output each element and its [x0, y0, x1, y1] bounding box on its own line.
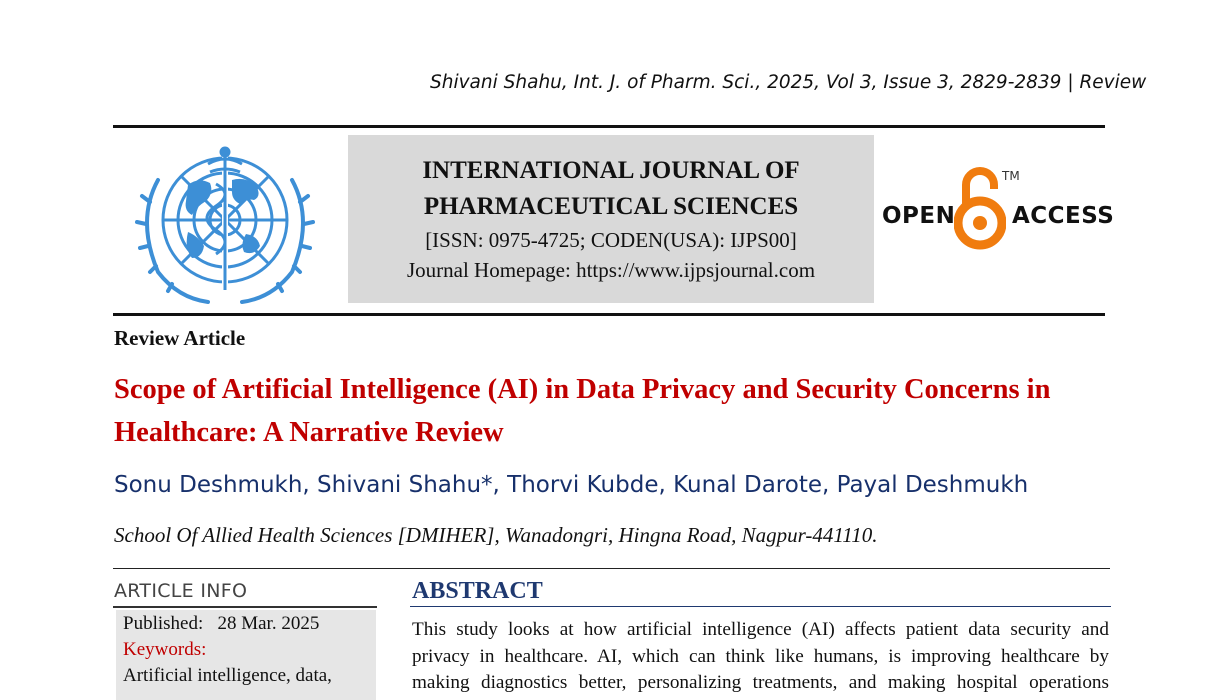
- open-lock-icon: [954, 165, 1006, 251]
- header-top-rule: [113, 125, 1105, 128]
- journal-name-line2: PHARMACEUTICAL SCIENCES: [423, 193, 799, 220]
- published-row: [123, 613, 319, 635]
- abstract-body: [412, 617, 1109, 697]
- open-access-access-text: ACCESS: [1012, 203, 1115, 229]
- article-type: Review Article: [114, 326, 246, 350]
- article-info-heading: ARTICLE INFO: [114, 580, 248, 602]
- journal-name-line1: INTERNATIONAL JOURNAL OF: [422, 157, 800, 184]
- article-title: Scope of Artificial Intelligence (AI) in Data Privacy and Security Concerns in Healthcare: A Narrative Review: [114, 374, 1051, 448]
- journal-homepage[interactable]: Journal Homepage: https://www.ijpsjournal.com: [406, 258, 816, 282]
- abstract-line: making diagnostics better, personalizing treatments, and making hospital operations: [412, 672, 1109, 694]
- header-bottom-rule: [113, 313, 1105, 316]
- abstract-rule: [410, 606, 1111, 607]
- journal-logo: [128, 140, 323, 305]
- running-header: Shivani Shahu, Int. J. of Pharm. Sci., 2025, Vol 3, Issue 3, 2829-2839 | Review: [430, 72, 1147, 93]
- keywords-label: Keywords:: [123, 639, 207, 660]
- open-access-logo: [880, 165, 1115, 255]
- section-divider: [113, 568, 1110, 569]
- published-date: 28 Mar. 2025: [217, 613, 320, 634]
- article-info-rule: [113, 606, 377, 608]
- affiliation: School Of Allied Health Sciences [DMIHER], Wanadongri, Hingna Road, Nagpur-441110.: [114, 523, 878, 547]
- keywords-text: Artificial intelligence, data,: [123, 665, 332, 686]
- journal-issn: [ISSN: 0975-4725; CODEN(USA): IJPS00]: [425, 228, 797, 252]
- journal-name: [348, 153, 874, 225]
- abstract-line: privacy in healthcare. AI, which can think like humans, is improving healthcare by: [412, 645, 1109, 667]
- abstract-line: This study looks at how artificial intelligence (AI) affects patient data security and: [412, 619, 1109, 640]
- journal-title-box: [348, 135, 874, 303]
- trademark-mark: TM: [1002, 169, 1020, 183]
- author-list: Sonu Deshmukh, Shivani Shahu*, Thorvi Kubde, Kunal Darote, Payal Deshmukh: [114, 472, 1029, 498]
- open-access-open-text: OPEN: [882, 203, 956, 229]
- abstract-heading: ABSTRACT: [412, 578, 543, 604]
- published-label: Published:: [123, 613, 204, 634]
- un-emblem-caduceus-icon: [128, 140, 323, 305]
- article-info-box: [116, 610, 376, 700]
